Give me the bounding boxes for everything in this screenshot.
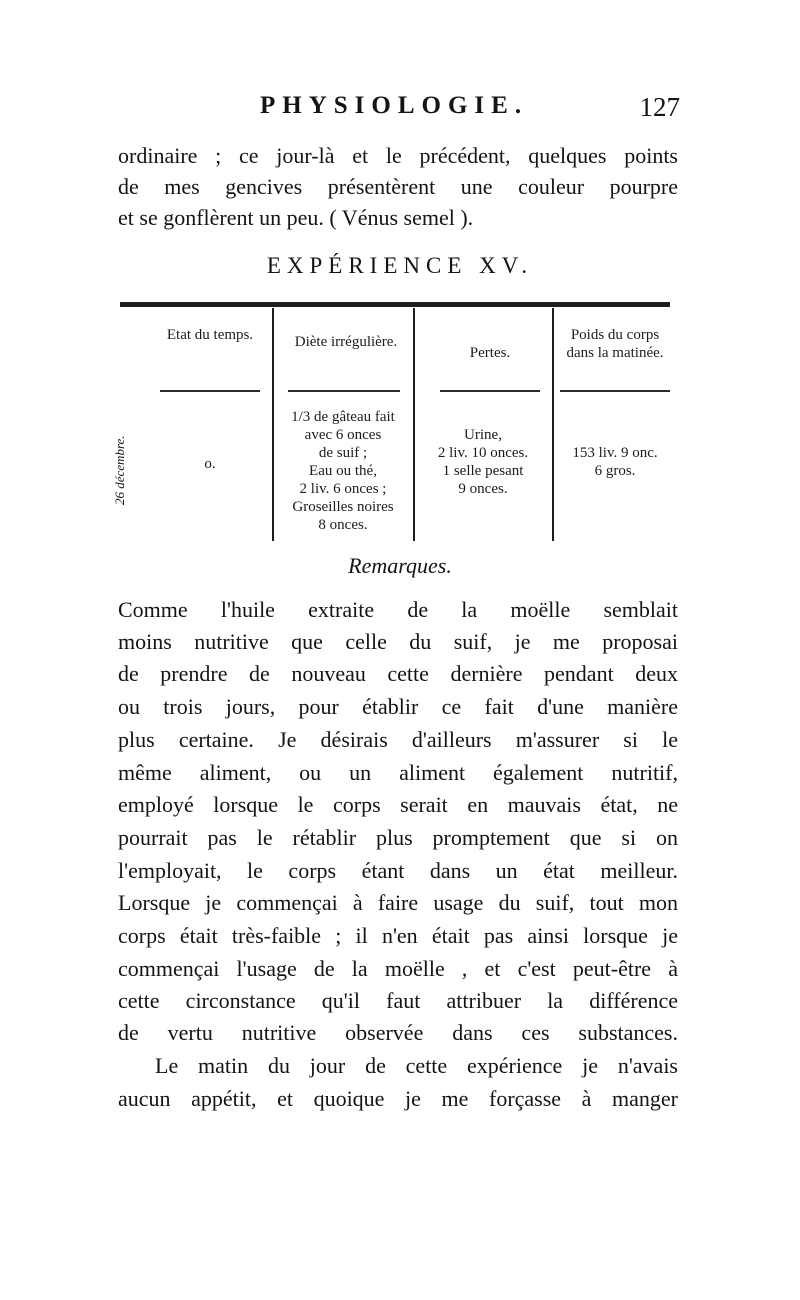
paragraph-line: corps était très-faible ; il n'en était pas ainsi lorsque je bbox=[118, 923, 678, 948]
column-header-diete: Diète irrégulière. bbox=[294, 334, 398, 350]
column-header-poids: Poids du corps dans la matinée. bbox=[566, 327, 664, 361]
page-header bbox=[120, 92, 680, 132]
cell-line: 9 onces. bbox=[458, 481, 508, 497]
cell-line: de suif ; bbox=[318, 445, 368, 461]
cell-line: 6 gros. bbox=[594, 463, 636, 479]
cell-line: avec 6 onces bbox=[304, 427, 382, 443]
cell-line: 8 onces. bbox=[318, 517, 368, 533]
running-head: PHYSIOLOGIE. bbox=[260, 92, 529, 119]
header-rule bbox=[440, 390, 540, 392]
page-number: 127 bbox=[639, 92, 680, 122]
intro-line: et se gonflèrent un peu. ( Vénus semel ). bbox=[118, 205, 474, 230]
intro-line: de mes gencives présentèrent une couleur pourpre bbox=[118, 174, 678, 199]
paragraph-line: employé lorsque le corps serait en mauvais état, ne bbox=[118, 792, 678, 817]
table-column-divider bbox=[552, 308, 554, 541]
table-top-rule bbox=[120, 302, 670, 307]
cell-line: 2 liv. 10 onces. bbox=[437, 445, 529, 461]
header-rule bbox=[560, 390, 670, 392]
header-rule bbox=[160, 390, 260, 392]
experience-title: EXPÉRIENCE XV. bbox=[266, 253, 534, 278]
cell-line: Urine, bbox=[464, 427, 502, 443]
intro-line: ordinaire ; ce jour-là et le précédent, quelques points bbox=[118, 143, 678, 168]
cell-line: 153 liv. 9 onc. bbox=[572, 445, 658, 461]
paragraph-line: ou trois jours, pour établir ce fait d'une manière bbox=[118, 694, 678, 719]
paragraph-line: plus certaine. Je désirais d'ailleurs m'assurer si le bbox=[118, 727, 678, 752]
paragraph-line: aucun appétit, et quoique je me forçasse à manger bbox=[118, 1086, 678, 1111]
paragraph-line: pourrait pas le rétablir plus promptement que si on bbox=[118, 825, 678, 850]
cell-line: Eau ou thé, bbox=[309, 463, 377, 479]
paragraph-line: Lorsque je commençai à faire usage du suif, tout mon bbox=[118, 890, 678, 915]
header-rule bbox=[288, 390, 400, 392]
paragraph-line: même aliment, ou un aliment également nutritif, bbox=[118, 760, 678, 785]
paragraph-line: l'employait, le corps étant dans un état meilleur. bbox=[118, 858, 678, 883]
cell-line: 2 liv. 6 onces ; bbox=[299, 481, 387, 497]
paragraph-line: commençai l'usage de la moëlle , et c'est peut-être à bbox=[118, 956, 678, 981]
paragraph-line: de vertu nutritive observée dans ces substances. bbox=[118, 1020, 678, 1045]
cell-etat: o. bbox=[204, 456, 216, 472]
cell-line: 1 selle pesant bbox=[442, 463, 524, 479]
paragraph-line: de prendre de nouveau cette dernière pendant deux bbox=[118, 661, 678, 686]
cell-line: Groseilles noires bbox=[292, 499, 394, 515]
paragraph-line: Comme l'huile extraite de la moëlle semblait bbox=[118, 597, 678, 622]
table-column-divider bbox=[413, 308, 415, 541]
paragraph-line: moins nutritive que celle du suif, je me proposai bbox=[118, 629, 678, 654]
row-date: 26 décembre. bbox=[112, 435, 127, 505]
remarks-title: Remarques. bbox=[348, 553, 452, 578]
paragraph-line: Le matin du jour de cette expérience je n'avais bbox=[155, 1053, 678, 1078]
column-header-pertes: Pertes. bbox=[469, 345, 511, 361]
cell-line: 1/3 de gâteau fait bbox=[291, 409, 395, 425]
table-column-divider bbox=[272, 308, 274, 541]
paragraph-line: cette circonstance qu'il faut attribuer la différence bbox=[118, 988, 678, 1013]
column-header-etat: Etat du temps. bbox=[166, 327, 254, 343]
